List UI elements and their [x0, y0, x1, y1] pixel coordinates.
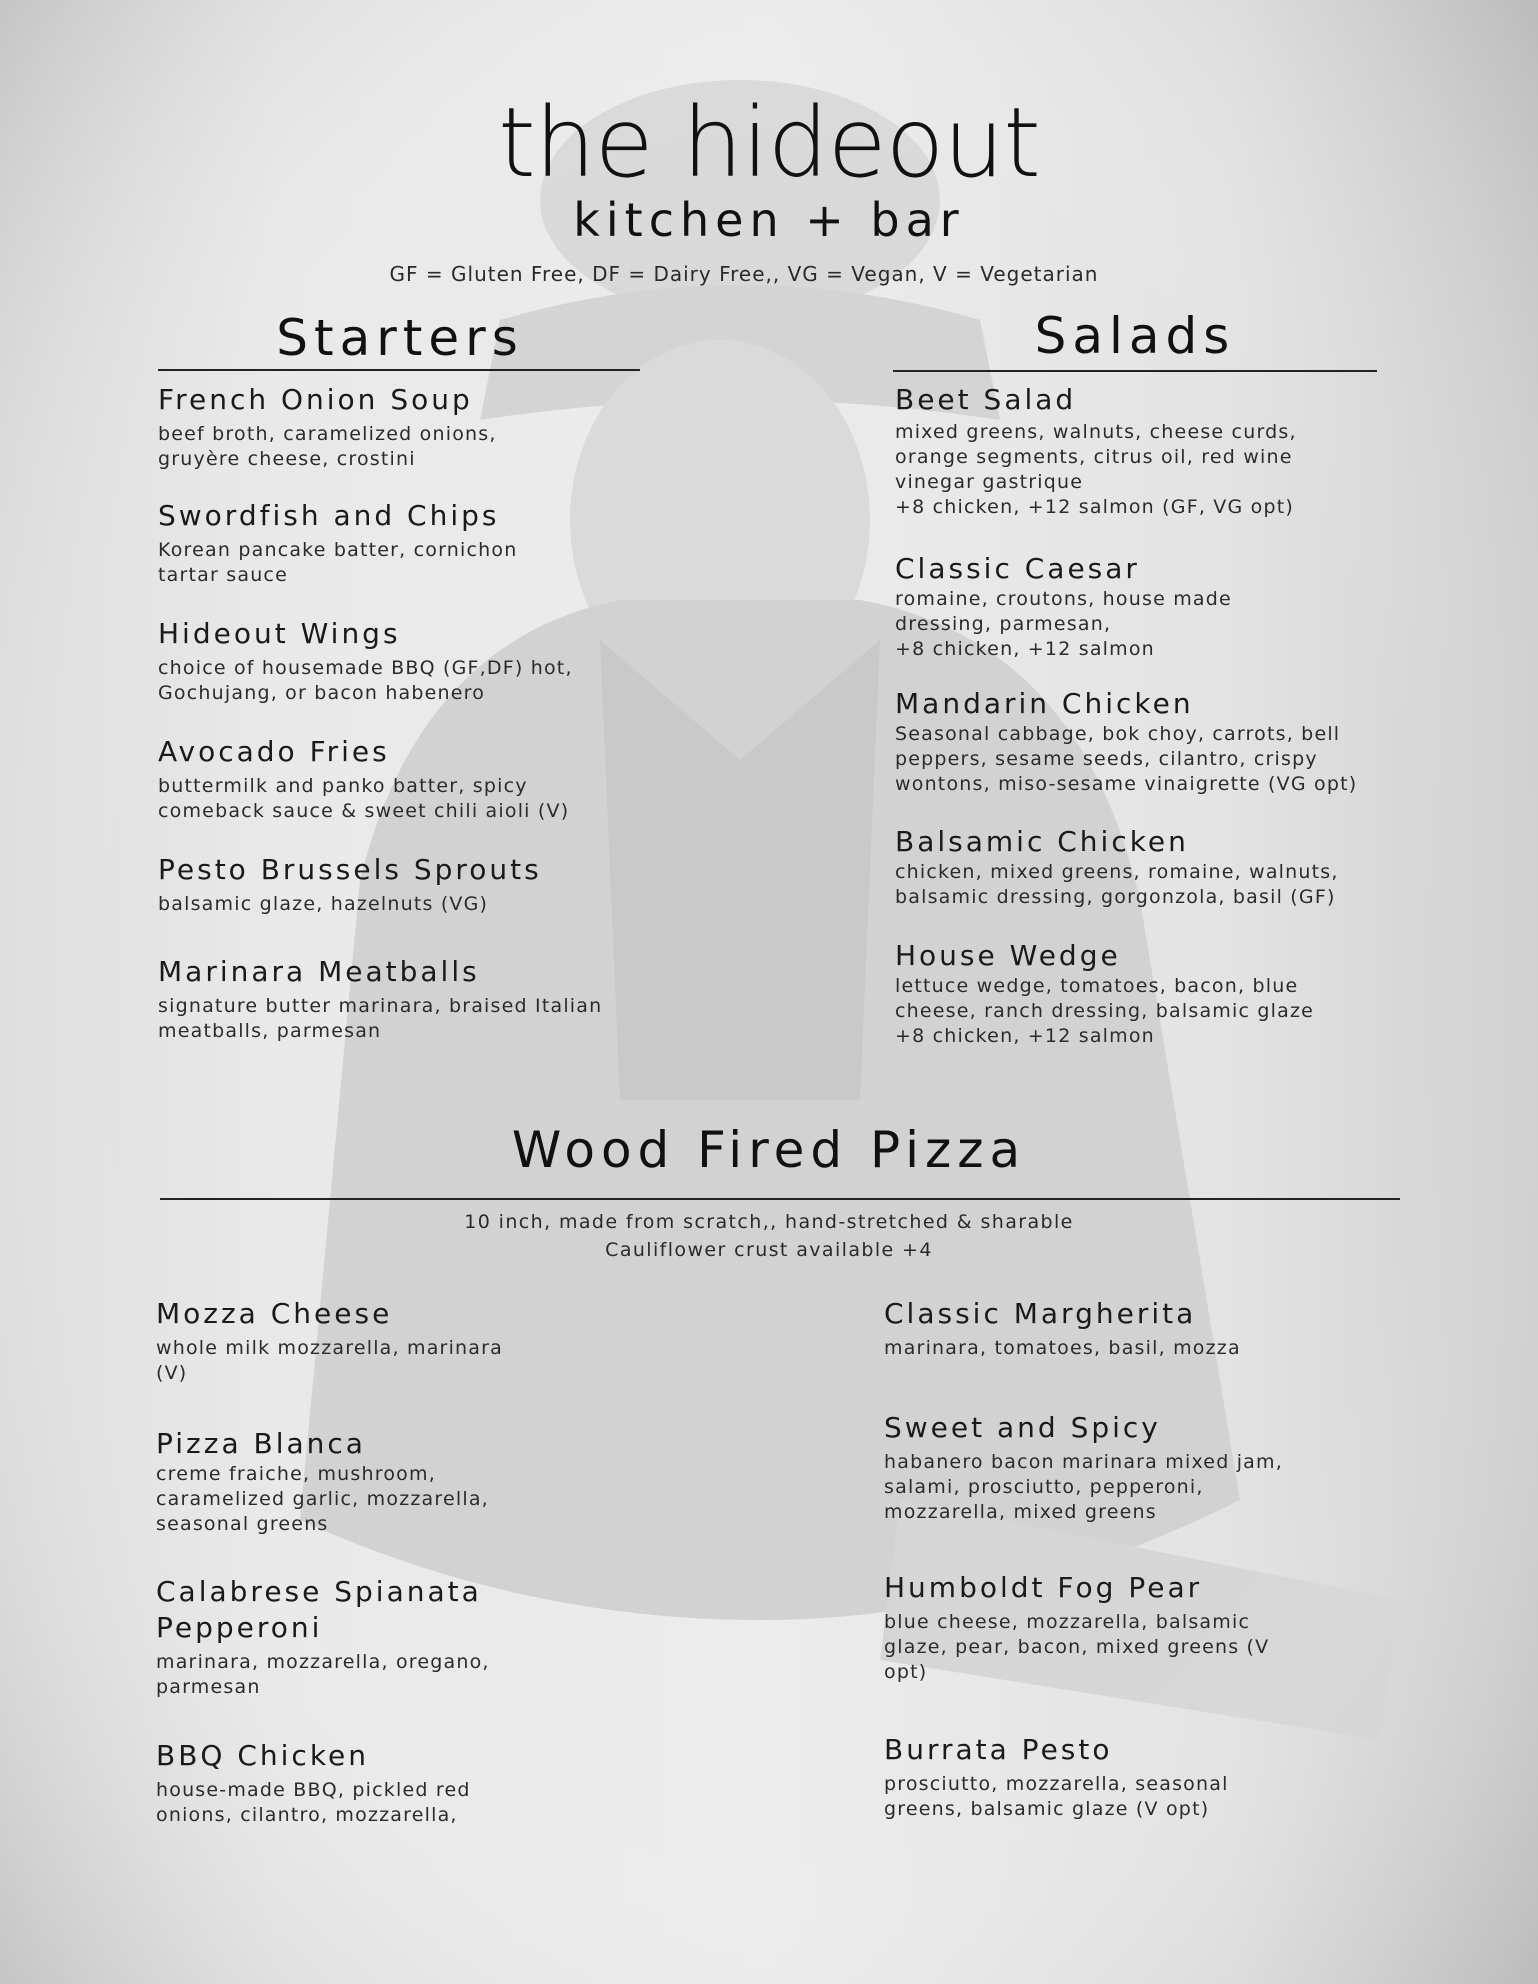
menu-item	[158, 382, 658, 472]
item-name: Beet Salad	[895, 383, 1077, 416]
item-name: Classic Margherita	[884, 1297, 1197, 1330]
item-name: Mozza Cheese	[156, 1297, 393, 1330]
item-name: Pizza Blanca	[156, 1427, 366, 1460]
brand-subtitle: kitchen + bar	[573, 193, 965, 247]
menu-item	[884, 1732, 1424, 1822]
item-name: Swordfish and Chips	[158, 499, 500, 532]
item-name: Sweet and Spicy	[884, 1411, 1161, 1444]
pizza-note-crust: Cauliflower crust available +4	[605, 1239, 933, 1261]
item-description: Seasonal cabbage, bok choy, carrots, bell peppers, sesame seeds, cilantro, crispy wontons, miso-sesame vinaigrette (VG opt)	[895, 723, 1358, 795]
menu-item	[895, 824, 1395, 910]
item-description: signature butter marinara, braised Italian meatballs, parmesan	[158, 995, 603, 1042]
item-name: Avocado Fries	[158, 735, 390, 768]
menu-item	[884, 1570, 1424, 1685]
pizza-note-size: 10 inch, made from scratch,, hand-stretched & sharable	[464, 1211, 1074, 1233]
menu-item	[884, 1296, 1424, 1361]
menu-item	[156, 1296, 696, 1386]
item-description: beef broth, caramelized onions, gruyère cheese, crostini	[158, 423, 497, 470]
item-description: mixed greens, walnuts, cheese curds, orange segments, citrus oil, red wine vinegar gastrique +8 chicken, +12 salmon (GF, VG opt)	[895, 421, 1297, 518]
item-description: prosciutto, mozzarella, seasonal greens, balsamic glaze (V opt)	[884, 1773, 1229, 1820]
menu-item	[895, 686, 1395, 797]
salads-heading: Salads	[1034, 307, 1236, 365]
menu-item	[895, 382, 1395, 520]
item-description: marinara, mozzarella, oregano, parmesan	[156, 1651, 490, 1698]
starters-divider	[158, 369, 640, 371]
menu-item	[895, 938, 1395, 1049]
item-name: Balsamic Chicken	[895, 825, 1189, 858]
menu-item	[158, 852, 658, 917]
item-description: house-made BBQ, pickled red onions, cilantro, mozzarella,	[156, 1779, 471, 1826]
item-name: Classic Caesar	[895, 552, 1140, 585]
menu-item	[156, 1426, 696, 1537]
salads-divider	[893, 370, 1377, 372]
item-description: Korean pancake batter, cornichon tartar sauce	[158, 539, 518, 586]
item-name: Calabrese Spianata Pepperoni	[156, 1575, 482, 1644]
brand-title: the hideout	[498, 87, 1040, 199]
item-name: Mandarin Chicken	[895, 687, 1194, 720]
item-description: marinara, tomatoes, basil, mozza	[884, 1337, 1241, 1359]
menu-item	[156, 1574, 696, 1700]
item-description: habanero bacon marinara mixed jam, salami, prosciutto, pepperoni, mozzarella, mixed greens	[884, 1451, 1283, 1523]
item-name: House Wedge	[895, 939, 1121, 972]
menu-item	[158, 498, 658, 588]
item-description: lettuce wedge, tomatoes, bacon, blue cheese, ranch dressing, balsamic glaze +8 chicken, +12 salmon	[895, 975, 1315, 1047]
starters-heading: Starters	[276, 309, 524, 367]
menu-item	[895, 551, 1395, 662]
item-name: Marinara Meatballs	[158, 955, 480, 988]
dietary-legend: GF = Gluten Free, DF = Dairy Free,, VG = Vegan, V = Vegetarian	[389, 262, 1099, 286]
item-description: balsamic glaze, hazelnuts (VG)	[158, 893, 489, 915]
item-description: choice of housemade BBQ (GF,DF) hot, Gochujang, or bacon habenero	[158, 657, 573, 704]
menu-item	[158, 954, 658, 1044]
item-description: blue cheese, mozzarella, balsamic glaze, pear, bacon, mixed greens (V opt)	[884, 1611, 1270, 1683]
menu-item	[158, 734, 658, 824]
pizza-divider	[160, 1198, 1400, 1200]
menu-item	[156, 1738, 696, 1828]
item-name: Burrata Pesto	[884, 1733, 1113, 1766]
item-name: BBQ Chicken	[156, 1739, 370, 1772]
item-name: French Onion Soup	[158, 383, 473, 416]
item-description: creme fraiche, mushroom, caramelized garlic, mozzarella, seasonal greens	[156, 1463, 489, 1535]
item-name: Humboldt Fog Pear	[884, 1571, 1203, 1604]
item-name: Hideout Wings	[158, 617, 401, 650]
menu-item	[158, 616, 658, 706]
item-name: Pesto Brussels Sprouts	[158, 853, 542, 886]
pizza-heading: Wood Fired Pizza	[511, 1121, 1027, 1179]
item-description: romaine, croutons, house made dressing, parmesan, +8 chicken, +12 salmon	[895, 588, 1232, 660]
item-description: buttermilk and panko batter, spicy comeback sauce & sweet chili aioli (V)	[158, 775, 570, 822]
item-description: chicken, mixed greens, romaine, walnuts, balsamic dressing, gorgonzola, basil (GF)	[895, 861, 1339, 908]
menu-item	[884, 1410, 1424, 1525]
item-description: whole milk mozzarella, marinara (V)	[156, 1337, 503, 1384]
